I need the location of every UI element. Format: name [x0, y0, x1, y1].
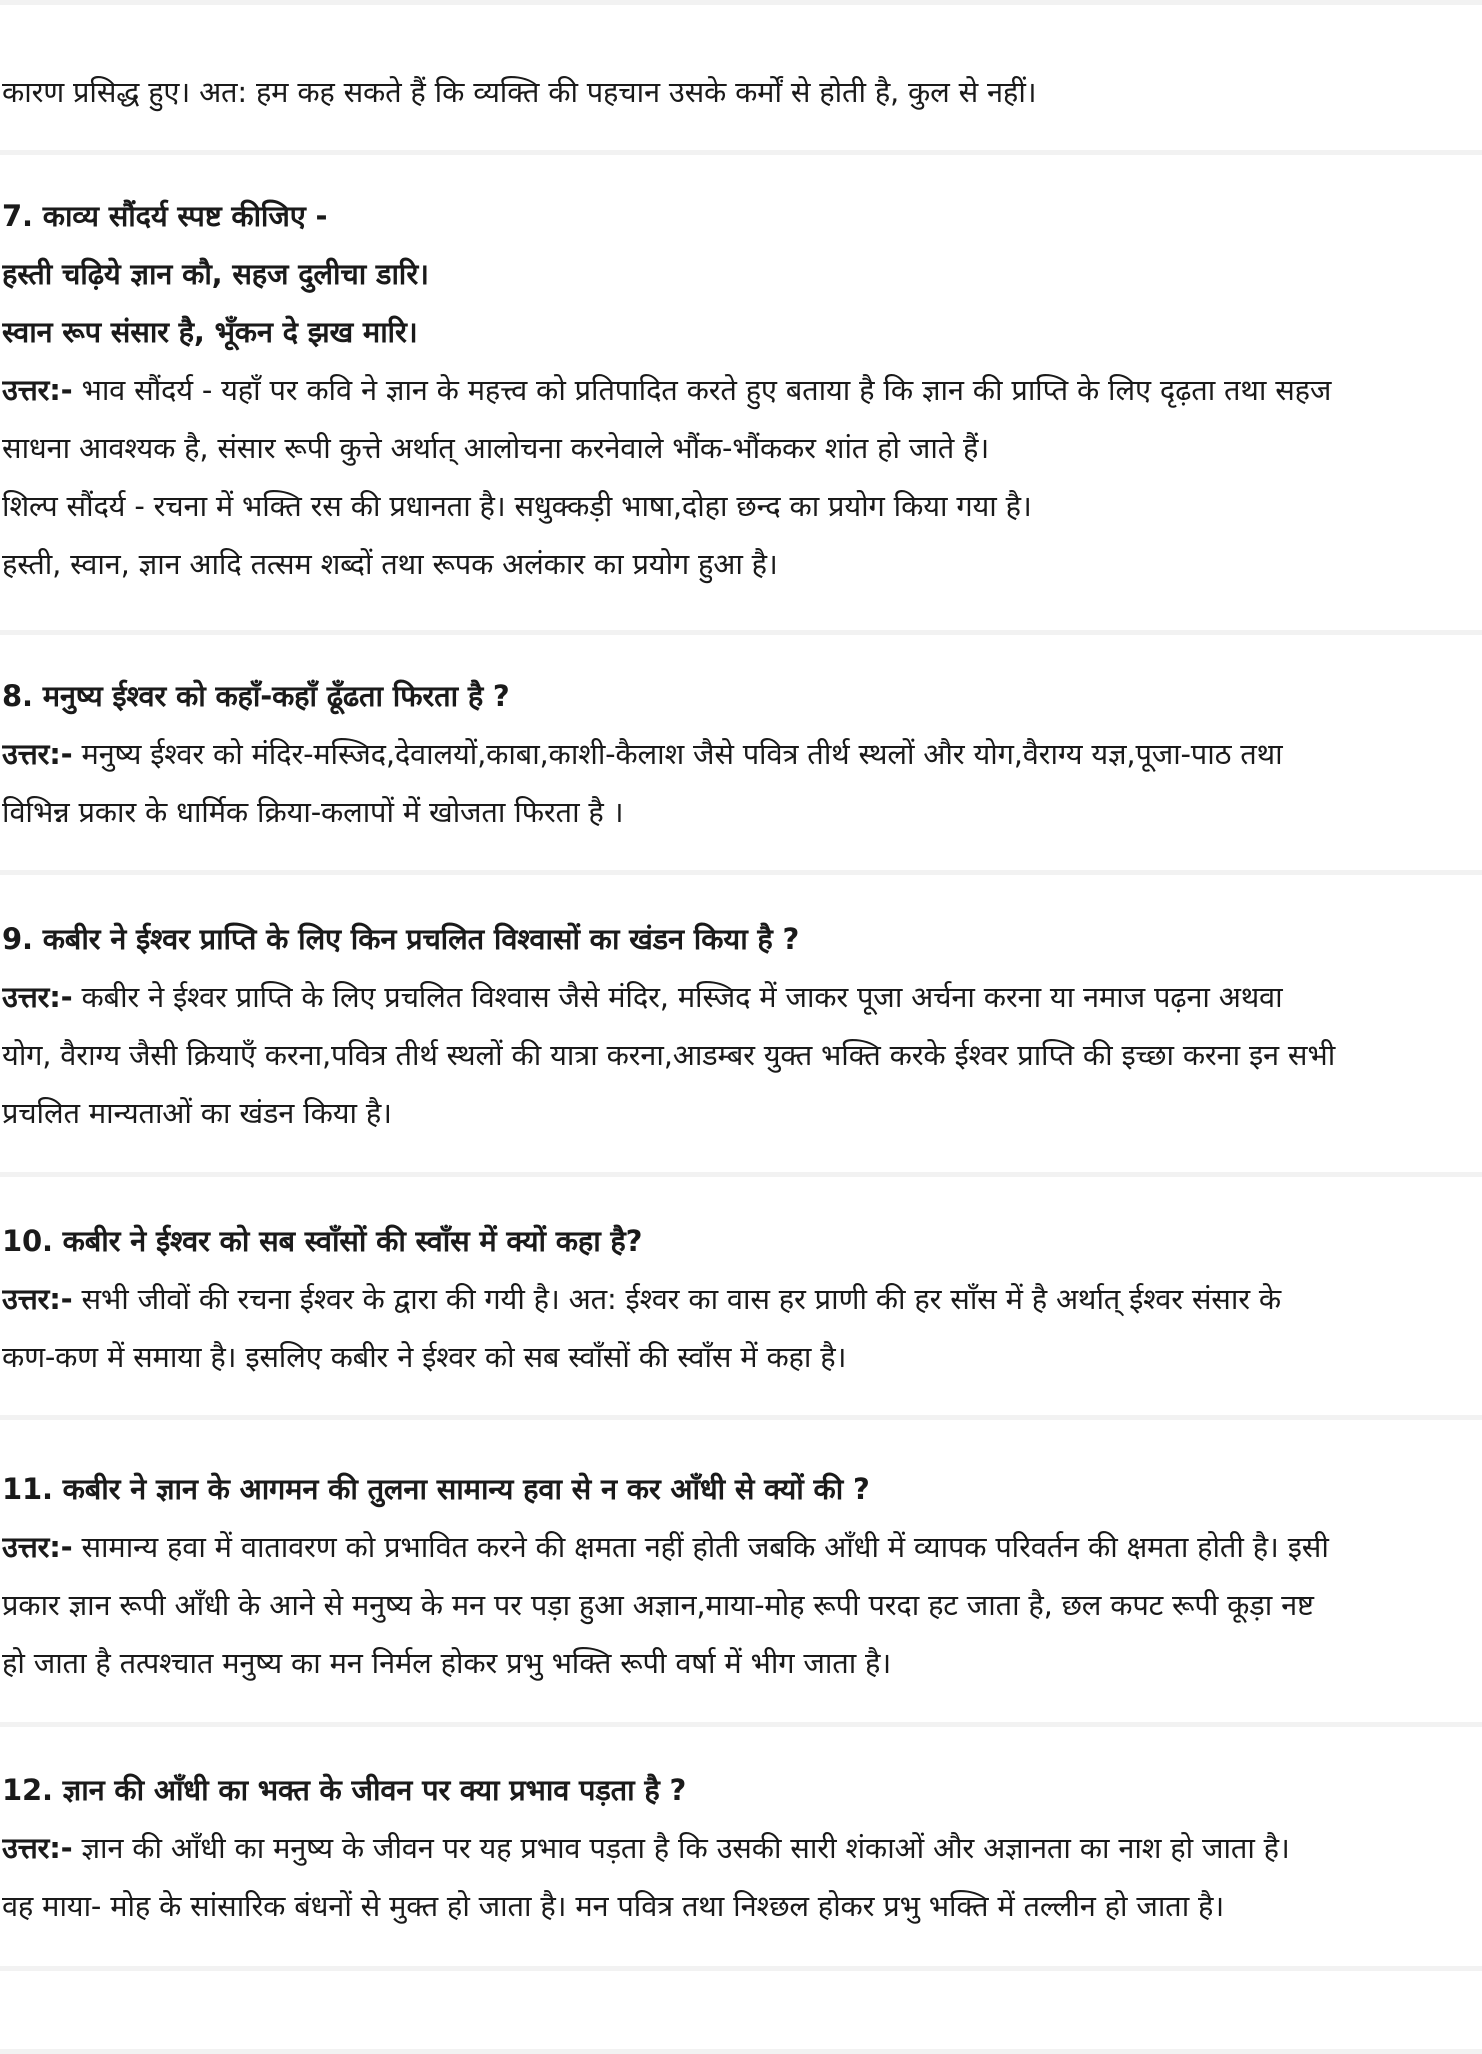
section-divider: [0, 1415, 1482, 1420]
answer-11-text-1: सामान्य हवा में वातावरण को प्रभावित करने की क्षमता नहीं होती जबकि आँधी में व्यापक परिवर्तन की क्षमता होती है। इसी: [72, 1530, 1329, 1564]
answer-9-text-1: कबीर ने ईश्वर प्राप्ति के लिए प्रचलित विश्वास जैसे मंदिर, मस्जिद में जाकर पूजा अर्चना करना या नमाज पढ़ना अथवा: [72, 980, 1283, 1014]
section-divider: [0, 2049, 1482, 2054]
question-9-title: 9. कबीर ने ईश्वर प्राप्ति के लिए किन प्रचलित विश्वासों का खंडन किया है ?: [2, 922, 800, 956]
question-9-section: [2, 910, 1478, 1142]
answer-11-line-2: प्रकार ज्ञान रूपी आँधी के आने से मनुष्य के मन पर पड़ा हुआ अज्ञान,माया-मोह रूपी परदा हट जाता है, छल कपट रूपी कूड़ा नष्ट: [2, 1588, 1314, 1622]
answer-label: उत्तर:-: [2, 1530, 73, 1564]
answer-8-line-2: विभिन्न प्रकार के धार्मिक क्रिया-कलापों में खोजता फिरता है ।: [2, 795, 624, 829]
answer-11-line-3: हो जाता है तत्पश्चात मनुष्य का मन निर्मल होकर प्रभु भक्ति रूपी वर्षा में भीग जाता है।: [2, 1646, 892, 1680]
intro-line: कारण प्रसिद्ध हुए। अत: हम कह सकते हैं कि व्यक्ति की पहचान उसके कर्मों से होती है, कुल से नहीं।: [2, 75, 1037, 109]
section-divider: [0, 1172, 1482, 1177]
answer-9-line-2: योग, वैराग्य जैसी क्रियाएँ करना,पवित्र तीर्थ स्थलों की यात्रा करना,आडम्बर युक्त भक्ति करके ईश्वर प्राप्ति की इच्छा करना इन सभी: [2, 1038, 1336, 1072]
answer-label: उत्तर:-: [2, 373, 73, 407]
answer-label: उत्तर:-: [2, 1831, 73, 1865]
intro-paragraph: [2, 63, 1478, 121]
answer-label: उत्तर:-: [2, 1282, 73, 1316]
answer-8-text-1: मनुष्य ईश्वर को मंदिर-मस्जिद,देवालयों,काबा,काशी-कैलाश जैसे पवित्र तीर्थ स्थलों और योग,वैराग्य यज्ञ,पूजा-पाठ तथा: [72, 737, 1283, 771]
question-7-title: 7. काव्य सौंदर्य स्पष्ट कीजिए -: [2, 199, 328, 233]
question-10-title: 10. कबीर ने ईश्वर को सब स्वाँसों की स्वाँस में क्यों कहा है?: [2, 1224, 643, 1258]
question-7-section: [2, 187, 1478, 593]
section-divider: [0, 1722, 1482, 1727]
section-divider: [0, 1966, 1482, 1971]
question-7-verse-1: हस्ती चढ़िये ज्ञान कौ, सहज दुलीचा डारि।: [2, 257, 429, 291]
answer-10-line-2: कण-कण में समाया है। इसलिए कबीर ने ईश्वर को सब स्वाँसों की स्वाँस में कहा है।: [2, 1340, 847, 1374]
answer-7-line-3: शिल्प सौंदर्य - रचना में भक्ति रस की प्रधानता है। सधुक्कड़ी भाषा,दोहा छन्द का प्रयोग किया गया है।: [2, 489, 1032, 523]
answer-label: उत्तर:-: [2, 980, 73, 1014]
answer-label: उत्तर:-: [2, 737, 73, 771]
question-7-verse-2: स्वान रूप संसार है, भूँकन दे झख मारि।: [2, 315, 418, 349]
question-8-title: 8. मनुष्य ईश्वर को कहाँ-कहाँ ढूँढता फिरता है ?: [2, 679, 510, 713]
answer-7-line-1: [2, 361, 1478, 419]
question-10-section: [2, 1212, 1478, 1386]
answer-8-line-1: [2, 725, 1478, 783]
answer-9-line-1: [2, 968, 1478, 1026]
question-11-section: [2, 1460, 1478, 1692]
answer-7-text-1: भाव सौंदर्य - यहाँ पर कवि ने ज्ञान के महत्त्व को प्रतिपादित करते हुए बताया है कि ज्ञान की प्राप्ति के लिए दृढ़ता तथा सहज: [72, 373, 1332, 407]
answer-10-line-1: [2, 1270, 1478, 1328]
answer-12-line-2: वह माया- मोह के सांसारिक बंधनों से मुक्त हो जाता है। मन पवित्र तथा निश्छल होकर प्रभु भक्ति में तल्लीन हो जाता है।: [2, 1889, 1225, 1923]
section-divider: [0, 0, 1482, 5]
answer-12-line-1: [2, 1819, 1478, 1877]
answer-9-line-3: प्रचलित मान्यताओं का खंडन किया है।: [2, 1096, 392, 1130]
section-divider: [0, 870, 1482, 875]
answer-7-line-2: साधना आवश्यक है, संसार रूपी कुत्ते अर्थात् आलोचना करनेवाले भौंक-भौंककर शांत हो जाते हैं।: [2, 431, 990, 465]
section-divider: [0, 150, 1482, 155]
answer-7-line-4: हस्ती, स्वान, ज्ञान आदि तत्सम शब्दों तथा रूपक अलंकार का प्रयोग हुआ है।: [2, 547, 778, 581]
answer-11-line-1: [2, 1518, 1478, 1576]
answer-10-text-1: सभी जीवों की रचना ईश्वर के द्वारा की गयी है। अत: ईश्वर का वास हर प्राणी की हर साँस में है अर्थात् ईश्वर संसार के: [72, 1282, 1281, 1316]
question-8-section: [2, 667, 1478, 841]
question-11-title: 11. कबीर ने ज्ञान के आगमन की तुलना सामान्य हवा से न कर आँधी से क्यों की ?: [2, 1472, 870, 1506]
section-divider: [0, 630, 1482, 635]
question-12-section: [2, 1761, 1478, 1935]
answer-12-text-1: ज्ञान की आँधी का मनुष्य के जीवन पर यह प्रभाव पड़ता है कि उसकी सारी शंकाओं और अज्ञानता का नाश हो जाता है।: [72, 1831, 1290, 1865]
question-12-title: 12. ज्ञान की आँधी का भक्त के जीवन पर क्या प्रभाव पड़ता है ?: [2, 1773, 687, 1807]
